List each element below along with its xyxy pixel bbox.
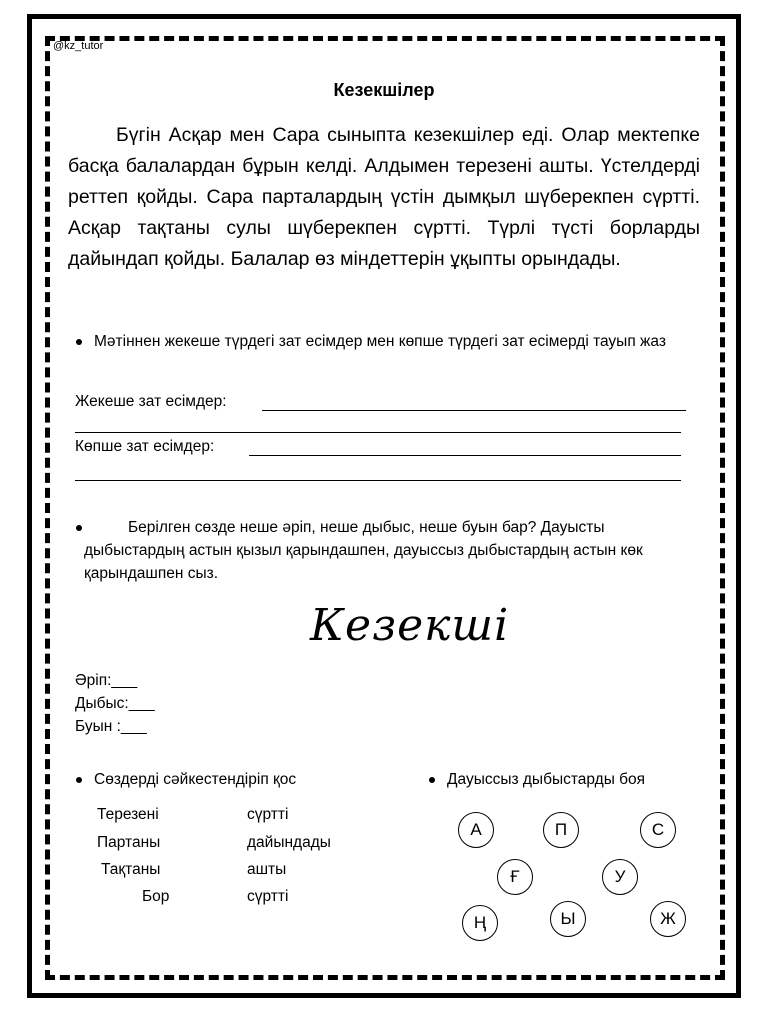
- sound-count[interactable]: Дыбыс:___: [75, 695, 155, 712]
- match-left-word[interactable]: Бор: [142, 888, 170, 905]
- letter-circle[interactable]: Ы: [550, 901, 586, 937]
- match-right-word[interactable]: дайындады: [247, 834, 331, 851]
- match-left-word[interactable]: Партаны: [97, 834, 161, 851]
- watermark: @kz_tutor: [53, 40, 104, 52]
- letter-circle[interactable]: Ғ: [497, 859, 533, 895]
- match-left-word[interactable]: Тақтаны: [101, 861, 161, 878]
- plural-answer-line-2[interactable]: [75, 480, 681, 481]
- letter-circle[interactable]: П: [543, 812, 579, 848]
- task2-instruction-text: Берілген сөзде неше әріп, неше дыбыс, неше буын бар? Дауысты дыбыстардың астын қызыл қарындашпен, дауыссыз дыбыстардың астын көк қарындашпен сыз.: [84, 519, 643, 582]
- task4-instruction-text: Дауыссыз дыбыстарды боя: [447, 771, 646, 788]
- letter-count[interactable]: Әріп:___: [75, 672, 138, 689]
- singular-answer-line-2[interactable]: [75, 432, 681, 433]
- match-right-word[interactable]: сүртті: [247, 888, 289, 905]
- plural-label: Көпше зат есімдер:: [75, 438, 215, 455]
- letter-circle[interactable]: С: [640, 812, 676, 848]
- letter-circle[interactable]: Ң: [462, 905, 498, 941]
- story-text: Бүгін Асқар мен Сара сыныпта кезекшілер еді. Олар мектепке басқа балалардан бұрын келді. Алдымен терезені ашты. Үстелдерді реттеп қойды. Сара парталардың үстін дымқыл шүберекпен сүртті. Асқар тақтаны сулы шүберекпен сүртті. Түрлі түсті борларды дайындап қойды. Балалар өз міндеттерін ұқыпты орындады.: [68, 124, 700, 270]
- letter-circle[interactable]: А: [458, 812, 494, 848]
- task3-instruction: [76, 768, 396, 791]
- syllable-count[interactable]: Буын :___: [75, 718, 147, 735]
- task1-instruction: [76, 330, 706, 353]
- match-right-word[interactable]: сүртті: [247, 806, 289, 823]
- task3-instruction-text: Сөздерді сәйкестендіріп қос: [94, 771, 297, 788]
- plural-answer-line[interactable]: [249, 455, 681, 456]
- letter-circle[interactable]: Ж: [650, 901, 686, 937]
- bullet-icon: [76, 339, 82, 345]
- bullet-icon: [76, 777, 82, 783]
- match-left-word[interactable]: Терезені: [97, 806, 159, 823]
- task2-instruction: [76, 516, 706, 585]
- bullet-icon: [429, 777, 435, 783]
- bullet-icon: [76, 525, 82, 531]
- match-right-word[interactable]: ашты: [247, 861, 287, 878]
- cursive-word: Кезекші: [310, 600, 510, 651]
- letter-circle[interactable]: У: [602, 859, 638, 895]
- page-title: Кезекшілер: [333, 80, 435, 100]
- singular-label: Жекеше зат есімдер:: [75, 393, 227, 410]
- task4-instruction: [429, 768, 719, 791]
- task1-instruction-text: Мәтіннен жекеше түрдегі зат есімдер мен көпше түрдегі зат есімерді тауып жаз: [94, 333, 666, 350]
- singular-answer-line[interactable]: [262, 410, 686, 411]
